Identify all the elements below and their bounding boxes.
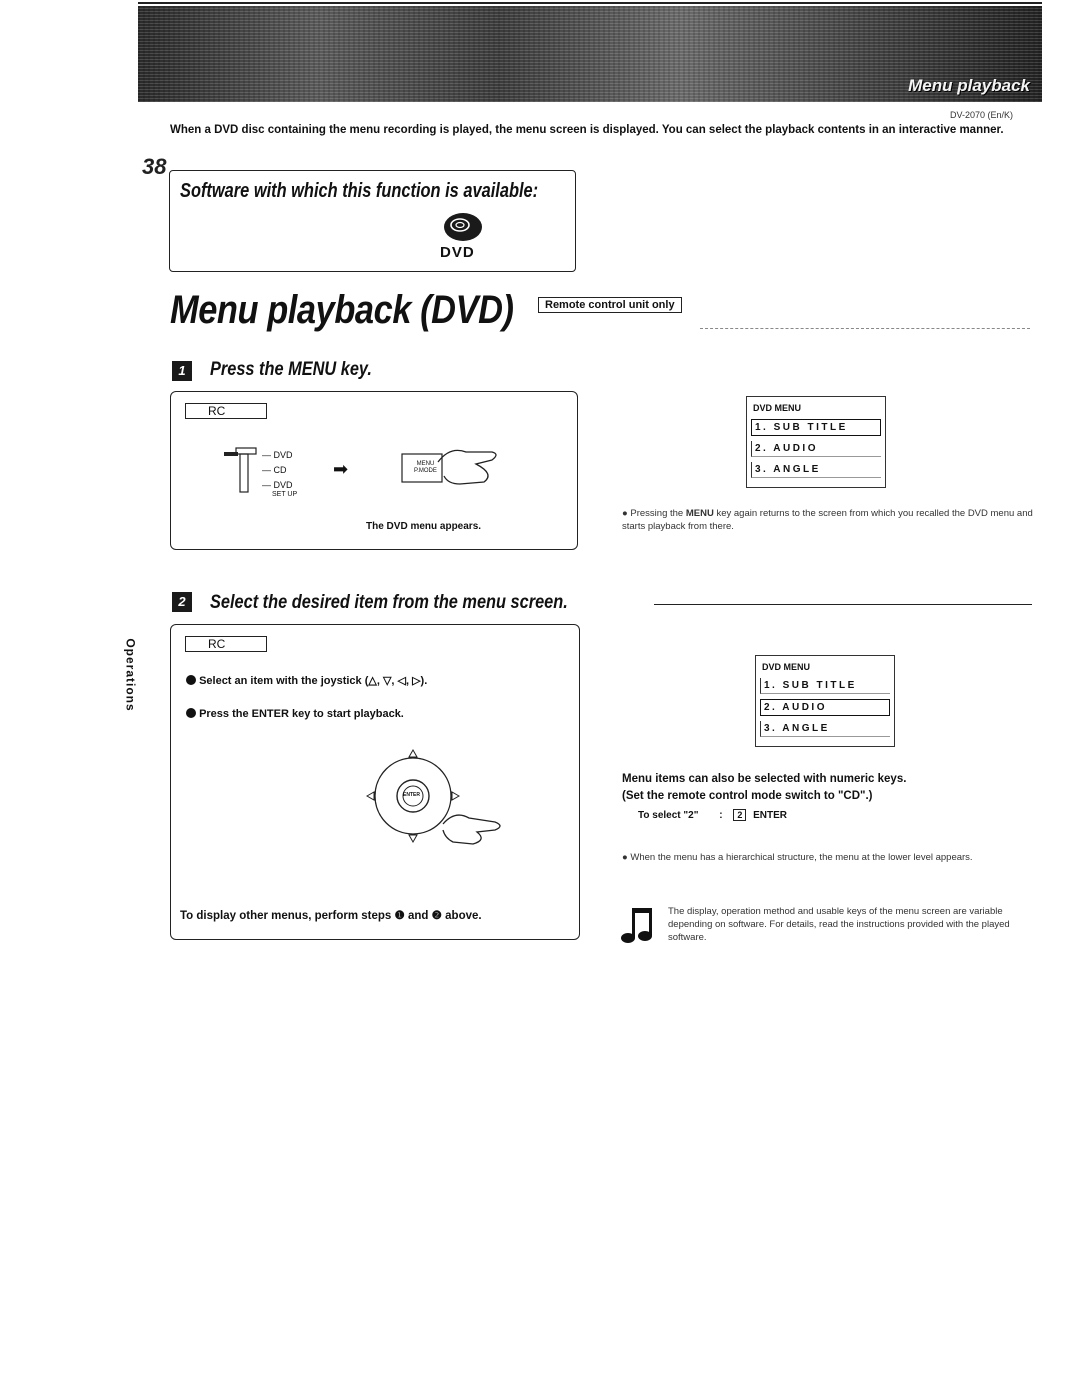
top-rule xyxy=(138,2,1042,4)
step-1-note: ● Pressing the MENU key again returns to the screen from which you recalled the DVD menu and starts playback from there. xyxy=(622,508,1033,532)
instruction-1-text: Select an item with the joystick (△, ▽, ◁, ▷). xyxy=(199,675,428,687)
numeric-key-2: 2 xyxy=(733,809,746,821)
note-key: MENU xyxy=(685,508,714,519)
hierarchical-note-text: When the menu has a hierarchical structure, the menu at the lower level appears. xyxy=(630,852,973,863)
header-banner xyxy=(138,6,1042,102)
dvd-label: DVD xyxy=(440,244,475,261)
dvd-menu-item-angle[interactable]: 3. ANGLE xyxy=(751,462,881,478)
mode-switch-icon xyxy=(222,446,262,496)
dvd-menu-item-subtitle[interactable]: 1. SUB TITLE xyxy=(751,419,881,436)
numeric-note-line-2: (Set the remote control mode switch to "CD".) xyxy=(622,790,873,802)
dvd-menu-item-subtitle[interactable]: 1. SUB TITLE xyxy=(760,678,890,694)
step-1-dvd-menu xyxy=(746,396,886,488)
joystick-icon xyxy=(355,748,520,848)
numeric-keys-note xyxy=(622,771,906,805)
numeric-note-line-1: Menu items can also be selected with numeric keys. xyxy=(622,773,907,785)
title-rule xyxy=(700,328,1030,329)
software-box-title: Software with which this function is available: xyxy=(180,180,539,202)
side-tab-operations xyxy=(123,632,156,732)
model-code: DV-2070 (En/K) xyxy=(950,110,1014,120)
intro-text: When a DVD disc containing the menu recording is played, the menu screen is displayed. You can select the playback contents in an interactive manner. xyxy=(170,124,1004,136)
switch-label-setup: SET UP xyxy=(272,491,298,498)
step-2-title: Select the desired item from the menu screen. xyxy=(210,592,568,613)
menu-key-label-line1: MENU xyxy=(416,461,435,467)
instruction-2-text: Press the ENTER key to start playback. xyxy=(199,708,404,720)
switch-label-cd: — CD xyxy=(262,465,287,475)
step-2-number: 2 xyxy=(172,592,192,612)
dvd-menu-header: DVD MENU xyxy=(762,662,811,672)
step-2-rule xyxy=(654,604,1032,605)
enter-key-text: ENTER xyxy=(753,810,788,821)
step-1-title: Press the MENU key. xyxy=(210,359,372,380)
dvd-menu-item-audio[interactable]: 2. AUDIO xyxy=(751,441,881,457)
right-arrow-icon: ➡ xyxy=(333,459,349,479)
switch-label-dvd-setup: — DVD xyxy=(262,480,293,490)
note-prefix: Pressing the xyxy=(630,508,686,519)
music-note-text: The display, operation method and usable keys of the menu screen are variable depending on software. For details, read the instructions provided with the played software. xyxy=(668,906,1010,943)
remote-only-badge: Remote control unit only xyxy=(538,297,682,313)
disc-icon xyxy=(443,212,483,242)
step-1-caption: The DVD menu appears. xyxy=(366,521,482,532)
side-tab-label: Operations xyxy=(123,638,138,712)
to-select-line xyxy=(638,810,787,821)
hierarchical-note: ● When the menu has a hierarchical structure, the menu at the lower level appears. xyxy=(622,852,973,863)
step-1-rc-label: RC xyxy=(185,403,267,419)
enter-key-label: ENTER xyxy=(403,792,420,798)
menu-key-label xyxy=(414,461,437,475)
step-2-instruction-1 xyxy=(186,674,427,687)
menu-key-label-line2: P.MODE xyxy=(414,468,437,474)
switch-label-dvd: — DVD xyxy=(262,450,293,460)
step-2-rc-label: RC xyxy=(185,636,267,652)
page-number: 38 xyxy=(142,154,167,179)
to-select-colon: : xyxy=(719,810,723,821)
to-select-label: To select "2" xyxy=(638,810,699,821)
music-note-icon xyxy=(620,906,656,944)
step-2-instruction-2 xyxy=(186,708,404,720)
dvd-menu-item-angle[interactable]: 3. ANGLE xyxy=(760,721,890,737)
note-suffix: key again returns to the screen from which you recalled the DVD menu and starts playback from there. xyxy=(622,508,1033,532)
dvd-menu-item-audio[interactable]: 2. AUDIO xyxy=(760,699,890,716)
step-2-dvd-menu xyxy=(755,655,895,747)
page-title: Menu playback (DVD) xyxy=(170,288,514,332)
step-1-number: 1 xyxy=(172,361,192,381)
dvd-menu-header: DVD MENU xyxy=(753,403,802,413)
banner-title: Menu playback xyxy=(908,76,1030,95)
step-2-footer: To display other menus, perform steps ❶ and ❷ above. xyxy=(180,910,482,922)
